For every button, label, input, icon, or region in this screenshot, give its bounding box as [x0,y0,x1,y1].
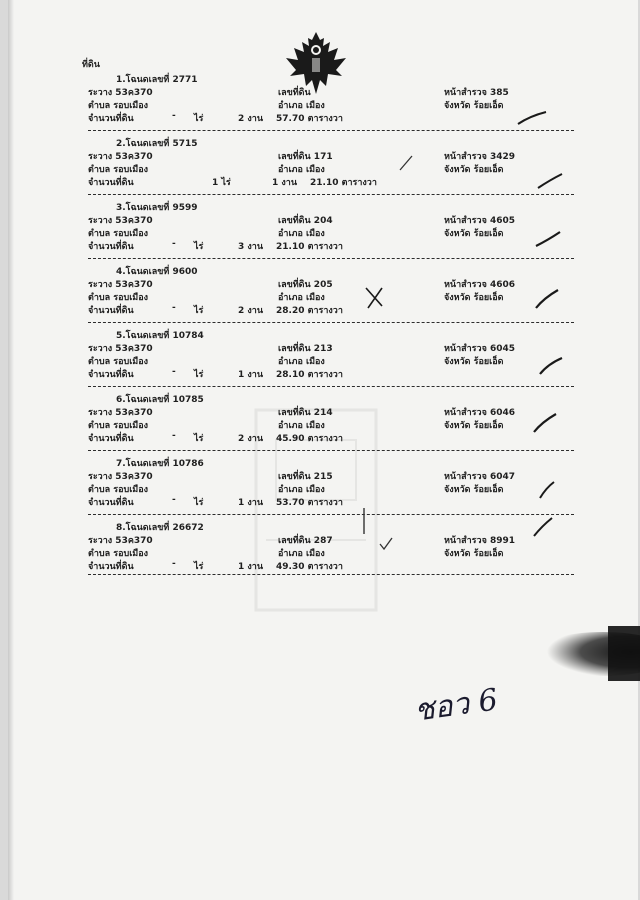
checkmark-icon [532,516,556,538]
survey-page: หน้าสำรวจ 6047 [444,472,516,482]
dashed-divider [88,194,574,195]
deed-record [88,264,578,328]
survey-sheet: ระวาง 53ค370 [88,344,153,354]
province: จังหวัด ร้อยเอ็ด [444,549,504,559]
survey-page: หน้าสำรวจ 385 [444,88,509,98]
deed-record [88,328,578,392]
tambon: ตำบล รอบเมือง [88,549,149,559]
land-number: เลขที่ดิน 213 [278,344,333,354]
deed-number: 10785 [172,395,204,405]
area-dash: - [172,303,176,313]
area-wa: 57.70 ตารางวา [276,114,343,124]
tambon: ตำบล รอบเมือง [88,293,149,303]
tambon: ตำบล รอบเมือง [88,357,149,367]
province: จังหวัด ร้อยเอ็ด [444,229,504,239]
area-label: จำนวนที่ดิน [88,562,134,572]
area-dash: - [172,239,176,249]
area-rai: ไร่ [194,370,204,380]
deed-number: 10784 [172,331,204,341]
tambon: ตำบล รอบเมือง [88,485,149,495]
amphoe: อำเภอ เมือง [278,293,325,303]
deed-record [88,520,578,584]
area-wa: 28.20 ตารางวา [276,306,343,316]
land-number: เลขที่ดิน [278,88,311,98]
land-number: เลขที่ดิน 171 [278,152,333,162]
area-rai: ไร่ [194,306,204,316]
deed-record [88,456,578,520]
pen-stroke [360,506,368,536]
handwritten-note: ชอว 6 [411,682,500,729]
amphoe: อำเภอ เมือง [278,549,325,559]
survey-sheet: ระวาง 53ค370 [88,472,153,482]
area-label: จำนวนที่ดิน [88,434,134,444]
area-rai: ไร่ [194,114,204,124]
province: จังหวัด ร้อยเอ็ด [444,101,504,111]
survey-sheet: ระวาง 53ค370 [88,152,153,162]
tick-icon [398,154,414,172]
checkmark-icon [516,108,550,128]
survey-sheet: ระวาง 53ค370 [88,408,153,418]
document-page [8,0,638,900]
deed-record [88,136,578,200]
area-rai: 1 ไร่ [212,178,231,188]
tambon: ตำบล รอบเมือง [88,101,149,111]
deed-title: 1.โฉนดเลขที่ [116,75,170,85]
area-ngan: 1 งาน [238,370,263,380]
area-ngan: 1 งาน [238,562,263,572]
amphoe: อำเภอ เมือง [278,229,325,239]
cross-mark-icon [362,284,386,310]
survey-page: หน้าสำรวจ 3429 [444,152,516,162]
header-label: ที่ดิน [82,60,100,70]
deed-number: 9599 [172,203,198,213]
area-ngan: 2 งาน [238,114,263,124]
dashed-divider [88,514,574,515]
survey-sheet: ระวาง 53ค370 [88,280,153,290]
survey-page: หน้าสำรวจ 8991 [444,536,516,546]
area-rai: ไร่ [194,434,204,444]
area-ngan: 1 งาน [238,498,263,508]
land-number: เลขที่ดิน 204 [278,216,333,226]
tambon: ตำบล รอบเมือง [88,165,149,175]
area-wa: 21.10 ตารางวา [276,242,343,252]
deed-title: 7.โฉนดเลขที่ [116,459,170,469]
deed-title: 5.โฉนดเลขที่ [116,331,170,341]
dashed-divider [88,386,574,387]
checkmark-icon [534,228,564,250]
amphoe: อำเภอ เมือง [278,101,325,111]
dashed-divider [88,130,574,131]
area-dash: - [172,111,176,121]
deed-number: 5715 [172,139,198,149]
area-rai: ไร่ [194,498,204,508]
land-number: เลขที่ดิน 205 [278,280,333,290]
dashed-divider [88,450,574,451]
area-rai: ไร่ [194,562,204,572]
survey-page: หน้าสำรวจ 6046 [444,408,516,418]
province: จังหวัด ร้อยเอ็ด [444,357,504,367]
tambon: ตำบล รอบเมือง [88,229,149,239]
deed-title: 6.โฉนดเลขที่ [116,395,170,405]
area-label: จำนวนที่ดิน [88,306,134,316]
deed-title: 8.โฉนดเลขที่ [116,523,170,533]
deed-number: 26672 [172,523,204,533]
area-wa: 21.10 ตารางวา [310,178,377,188]
area-wa: 53.70 ตารางวา [276,498,343,508]
area-wa: 45.90 ตารางวา [276,434,343,444]
area-ngan: 2 งาน [238,434,263,444]
amphoe: อำเภอ เมือง [278,165,325,175]
amphoe: อำเภอ เมือง [278,357,325,367]
deed-title: 3.โฉนดเลขที่ [116,203,170,213]
land-number: เลขที่ดิน 287 [278,536,333,546]
land-number: เลขที่ดิน 214 [278,408,333,418]
area-wa: 49.30 ตารางวา [276,562,343,572]
checkmark-icon [538,480,558,500]
checkmark-icon [532,412,560,436]
deed-title: 4.โฉนดเลขที่ [116,267,170,277]
deed-record [88,200,578,264]
deed-number: 2771 [172,75,198,85]
deed-record [88,392,578,456]
checkmark-icon [538,356,566,378]
area-dash: - [172,431,176,441]
dashed-divider [88,258,574,259]
area-rai: ไร่ [194,242,204,252]
area-label: จำนวนที่ดิน [88,114,134,124]
area-label: จำนวนที่ดิน [88,498,134,508]
area-ngan: 3 งาน [238,242,263,252]
survey-sheet: ระวาง 53ค370 [88,88,153,98]
tambon: ตำบล รอบเมือง [88,421,149,431]
survey-page: หน้าสำรวจ 4606 [444,280,516,290]
survey-sheet: ระวาง 53ค370 [88,536,153,546]
area-label: จำนวนที่ดิน [88,370,134,380]
province: จังหวัด ร้อยเอ็ด [444,421,504,431]
area-label: จำนวนที่ดิน [88,178,134,188]
deed-number: 9600 [172,267,198,277]
ink-smudge [498,622,640,692]
tick-icon [378,536,394,552]
area-dash: - [172,367,176,377]
amphoe: อำเภอ เมือง [278,485,325,495]
land-number: เลขที่ดิน 215 [278,472,333,482]
dashed-divider [88,574,574,575]
area-dash: - [172,559,176,569]
survey-sheet: ระวาง 53ค370 [88,216,153,226]
survey-page: หน้าสำรวจ 4605 [444,216,516,226]
dashed-divider [88,322,574,323]
deed-record [88,72,578,136]
province: จังหวัด ร้อยเอ็ด [444,293,504,303]
deed-title: 2.โฉนดเลขที่ [116,139,170,149]
survey-page: หน้าสำรวจ 6045 [444,344,516,354]
area-ngan: 2 งาน [238,306,263,316]
area-label: จำนวนที่ดิน [88,242,134,252]
checkmark-icon [534,288,562,312]
province: จังหวัด ร้อยเอ็ด [444,485,504,495]
province: จังหวัด ร้อยเอ็ด [444,165,504,175]
area-wa: 28.10 ตารางวา [276,370,343,380]
area-dash: - [172,495,176,505]
checkmark-icon [536,170,566,192]
amphoe: อำเภอ เมือง [278,421,325,431]
area-ngan: 1 งาน [272,178,297,188]
deed-number: 10786 [172,459,204,469]
